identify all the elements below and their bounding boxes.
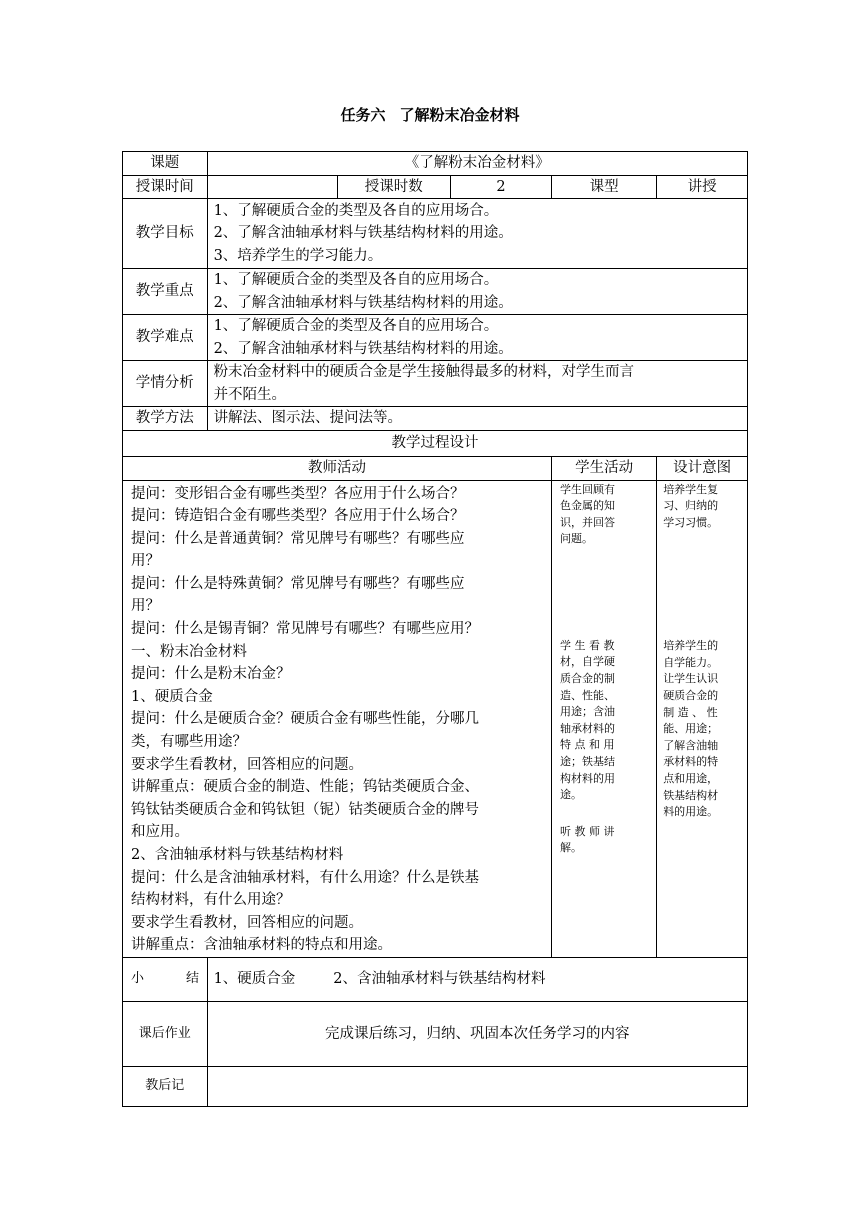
intent-line: 承材料的特 xyxy=(663,755,719,769)
student-line: 造、性能、 xyxy=(560,688,615,702)
homework-label: 课后作业 xyxy=(123,1001,208,1066)
type-label: 课型 xyxy=(552,175,657,199)
summary-label-part: 小 xyxy=(131,971,145,987)
summary-item: 2、含油轴承材料与铁基结构材料 xyxy=(333,971,546,988)
student-line: 学生回顾有 xyxy=(560,482,615,496)
intent-line: 制 造 、 性 xyxy=(663,705,718,719)
key-points-list xyxy=(207,269,747,315)
analysis-row xyxy=(123,361,748,407)
teacher-line: 要求学生看教材，回答相应的问题。 xyxy=(131,914,363,931)
methods-value: 讲解法、图示法、提问法等。 xyxy=(207,407,747,431)
intent-line: 学习习惯。 xyxy=(663,515,719,529)
reflection-label: 教后记 xyxy=(123,1066,208,1106)
difficult-points-label: 教学难点 xyxy=(123,315,208,361)
key-point-item: 1、了解硬质合金的类型及各自的应用场合。 xyxy=(213,272,499,288)
methods-row xyxy=(123,407,748,431)
key-point-item: 2、了解含油轴承材料与铁基结构材料的用途。 xyxy=(213,294,513,311)
topic-row xyxy=(123,152,748,176)
teacher-line: 提问：变形铝合金有哪些类型？各应用于什么场合？ xyxy=(131,485,465,502)
student-line: 构材料的用 xyxy=(560,771,615,785)
teacher-line: 提问：什么是硬质合金？硬质合金有哪些性能，分哪几 xyxy=(131,711,479,728)
type-value: 讲授 xyxy=(657,175,748,199)
time-row xyxy=(123,175,748,199)
student-line: 轴承材料的 xyxy=(560,721,615,735)
topic-value: 《了解粉末冶金材料》 xyxy=(207,152,747,176)
summary-label-part: 结 xyxy=(186,971,200,987)
process-title-row xyxy=(123,431,748,457)
intent-line: 能、用途； xyxy=(663,722,719,736)
title-task-name: 了解粉末冶金材料 xyxy=(399,106,520,124)
process-body-row xyxy=(123,480,748,957)
student-line: 问题。 xyxy=(560,532,593,546)
student-line: 特 点 和 用 xyxy=(560,738,615,752)
teacher-line: 类，有哪些用途？ xyxy=(131,734,247,751)
student-line: 色金属的知 xyxy=(560,499,615,513)
objective-item: 3、培养学生的学习能力。 xyxy=(213,247,383,264)
teacher-line: 提问：铸造铝合金有哪些类型？各应用于什么场合？ xyxy=(131,508,465,525)
intent-line: 习、归纳的 xyxy=(663,499,719,513)
key-points-row xyxy=(123,269,748,315)
summary-item: 1、硬质合金 xyxy=(213,971,296,988)
teacher-line: 一、粉末冶金材料 xyxy=(131,643,247,660)
time-label: 授课时间 xyxy=(123,175,208,199)
design-intent-content xyxy=(657,480,748,957)
difficult-points-list xyxy=(207,315,747,361)
student-line: 解。 xyxy=(560,841,582,855)
student-line: 用途；含油 xyxy=(560,705,615,719)
difficult-point-item: 2、了解含油轴承材料与铁基结构材料的用途。 xyxy=(213,340,513,357)
objectives-row xyxy=(123,199,748,269)
teacher-line: 要求学生看教材，回答相应的问题。 xyxy=(131,756,363,773)
intent-line: 了解含油轴 xyxy=(663,738,719,752)
student-line: 途。 xyxy=(560,788,582,802)
objectives-label: 教学目标 xyxy=(123,199,208,269)
teacher-line: 讲解重点：硬质合金的制造、性能；钨钴类硬质合金、 xyxy=(131,779,479,796)
design-intent-header: 设计意图 xyxy=(657,457,748,481)
student-line: 学 生 看 教 xyxy=(560,638,615,652)
analysis-line: 并不陌生。 xyxy=(213,386,287,403)
objective-item: 1、了解硬质合金的类型及各自的应用场合。 xyxy=(213,202,499,219)
methods-label: 教学方法 xyxy=(123,407,208,431)
topic-label: 课题 xyxy=(123,152,208,176)
intent-line: 硬质合金的 xyxy=(663,689,719,703)
time-value xyxy=(207,175,337,199)
summary-content xyxy=(207,957,747,1001)
process-header-row xyxy=(123,457,748,481)
teacher-line: 提问：什么是普通黄铜？常见牌号有哪些？有哪些应 xyxy=(131,530,465,547)
intent-line: 点和用途， xyxy=(663,772,719,786)
intent-line: 培养学生复 xyxy=(663,482,719,496)
lesson-plan-table xyxy=(122,151,748,1107)
student-line: 途；铁基结 xyxy=(560,755,615,769)
reflection-row xyxy=(123,1066,748,1106)
teacher-line: 和应用。 xyxy=(131,824,189,841)
homework-row xyxy=(123,1001,748,1066)
summary-label xyxy=(123,957,208,1001)
intent-line: 铁基结构材 xyxy=(663,788,719,802)
student-line: 质合金的制 xyxy=(560,672,615,686)
teacher-line: 2、含油轴承材料与铁基结构材料 xyxy=(131,847,344,863)
intent-line: 培养学生的 xyxy=(663,639,719,653)
key-points-label: 教学重点 xyxy=(123,269,208,315)
teacher-line: 提问：什么是含油轴承材料，有什么用途？什么是铁基 xyxy=(131,869,479,886)
student-line: 材，自学硬 xyxy=(560,655,615,669)
teacher-line: 结构材料，有什么用途？ xyxy=(131,892,291,909)
teacher-line: 提问：什么是特殊黄铜？常见牌号有哪些？有哪些应 xyxy=(131,575,465,592)
difficult-points-row xyxy=(123,315,748,361)
title-task-number: 任务六 xyxy=(340,106,386,124)
student-line: 识，并回答 xyxy=(560,515,615,529)
objective-item: 2、了解含油轴承材料与铁基结构材料的用途。 xyxy=(213,225,513,242)
reflection-value xyxy=(207,1066,747,1106)
intent-line: 料的用途。 xyxy=(663,805,719,819)
difficult-point-item: 1、了解硬质合金的类型及各自的应用场合。 xyxy=(213,318,499,334)
teacher-line: 用？ xyxy=(131,553,160,570)
student-activity-content xyxy=(552,480,657,957)
teacher-line: 提问：什么是粉末冶金？ xyxy=(131,666,291,683)
student-line: 听 教 师 讲 xyxy=(560,824,615,838)
teacher-line: 提问：什么是锡青铜？常见牌号有哪些？有哪些应用？ xyxy=(131,621,479,638)
process-section-title: 教学过程设计 xyxy=(123,431,748,457)
homework-value: 完成课后练习，归纳、巩固本次任务学习的内容 xyxy=(207,1001,747,1066)
teacher-activity-header: 教师活动 xyxy=(123,457,552,481)
analysis-label: 学情分析 xyxy=(123,361,208,407)
hours-value: 2 xyxy=(450,175,551,199)
intent-line: 让学生认识 xyxy=(663,672,719,686)
analysis-line: 粉末冶金材料中的硬质合金是学生接触得最多的材料，对学生而言 xyxy=(213,364,635,380)
teacher-line: 讲解重点：含油轴承材料的特点和用途。 xyxy=(131,937,392,954)
teacher-line: 用？ xyxy=(131,598,160,615)
teacher-line: 钨钛钴类硬质合金和钨钛钽（铌）钴类硬质合金的牌号 xyxy=(131,801,479,818)
teacher-line: 1、硬质合金 xyxy=(131,688,213,705)
summary-row xyxy=(123,957,748,1001)
analysis-text xyxy=(207,361,747,407)
page-title xyxy=(0,104,860,125)
teacher-activity-content xyxy=(123,480,552,957)
intent-line: 自学能力。 xyxy=(663,655,719,669)
student-activity-header: 学生活动 xyxy=(552,457,657,481)
objectives-list xyxy=(207,199,747,269)
hours-label: 授课时数 xyxy=(337,175,450,199)
